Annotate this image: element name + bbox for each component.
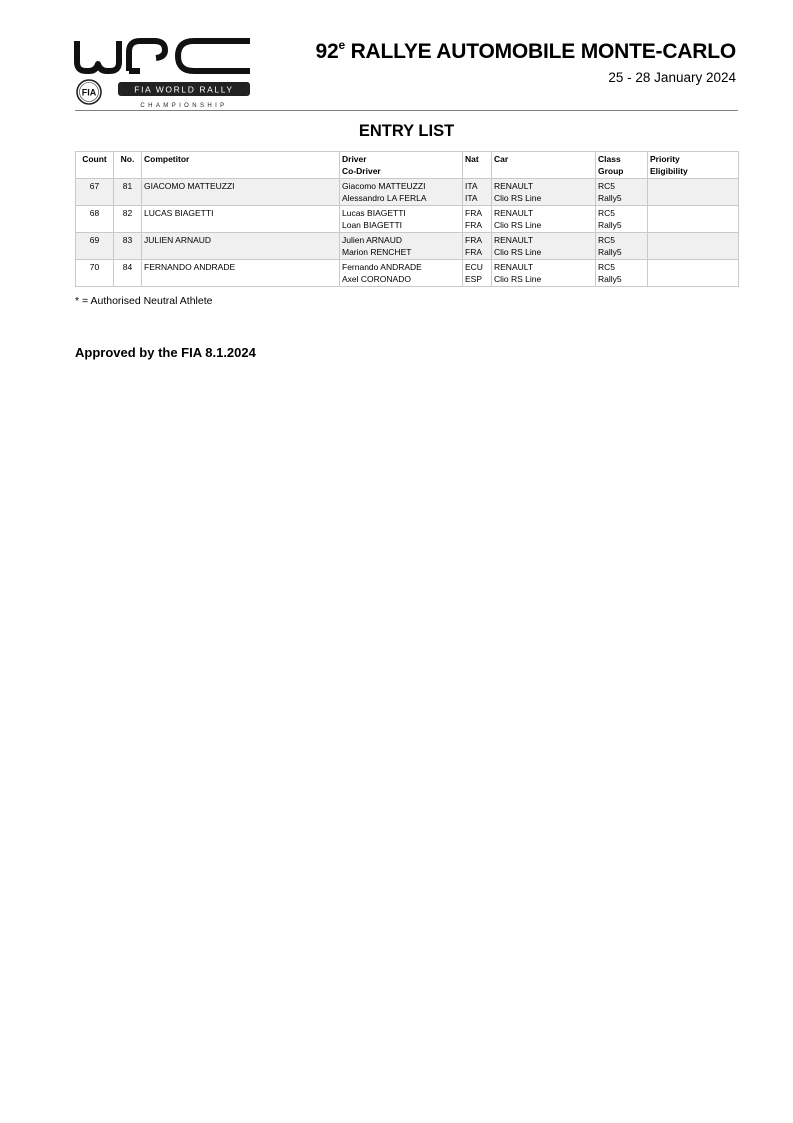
- cell-count: 67: [76, 179, 114, 206]
- header-no: No.: [114, 152, 142, 179]
- cell-car-model: Clio RS Line: [494, 246, 542, 257]
- event-name: RALLYE AUTOMOBILE MONTE-CARLO: [350, 40, 736, 63]
- cell-nat-driver: FRA: [465, 235, 482, 245]
- logo-subtext: CHAMPIONSHIP: [140, 103, 228, 109]
- header-driver: Driver: [342, 154, 367, 164]
- cell-no: 81: [114, 179, 142, 206]
- header-crew: [340, 152, 463, 179]
- cell-car: [492, 260, 596, 287]
- cell-driver: Giacomo MATTEUZZI: [342, 181, 426, 191]
- cell-codriver: Marion RENCHET: [342, 246, 412, 257]
- header-nat: Nat: [463, 152, 492, 179]
- cell-driver: Lucas BIAGETTI: [342, 208, 406, 218]
- cell-group: Rally5: [598, 246, 622, 257]
- fia-mark: FIA: [81, 87, 97, 98]
- approval-note: Approved by the FIA 8.1.2024: [75, 345, 256, 360]
- header-car: Car: [492, 152, 596, 179]
- cell-count: 68: [76, 206, 114, 233]
- cell-driver: Fernando ANDRADE: [342, 262, 422, 272]
- cell-competitor: JULIEN ARNAUD: [142, 233, 340, 260]
- cell-group: Rally5: [598, 192, 622, 203]
- footnote: * = Authorised Neutral Athlete: [75, 295, 213, 307]
- cell-class-group: [596, 206, 648, 233]
- cell-priority: [648, 206, 739, 233]
- cell-crew: [340, 233, 463, 260]
- cell-class-group: [596, 260, 648, 287]
- table-header-row: [76, 152, 739, 179]
- cell-group: Rally5: [598, 273, 622, 284]
- cell-class: RC5: [598, 235, 616, 245]
- cell-priority: [648, 260, 739, 287]
- cell-competitor: GIACOMO MATTEUZZI: [142, 179, 340, 206]
- cell-car-make: RENAULT: [494, 262, 534, 272]
- cell-car-make: RENAULT: [494, 235, 534, 245]
- cell-class-group: [596, 233, 648, 260]
- cell-count: 70: [76, 260, 114, 287]
- header-group: Group: [598, 165, 624, 176]
- cell-car: [492, 206, 596, 233]
- cell-class: RC5: [598, 262, 616, 272]
- wrc-logo: [74, 36, 254, 110]
- cell-car-make: RENAULT: [494, 208, 534, 218]
- cell-nat: [463, 206, 492, 233]
- cell-crew: [340, 260, 463, 287]
- header-priority-label: Priority: [650, 154, 680, 164]
- cell-nat-codriver: FRA: [465, 246, 482, 257]
- header-count: Count: [76, 152, 114, 179]
- event-ordinal: e: [338, 38, 345, 52]
- table-row: [76, 233, 739, 260]
- cell-competitor: LUCAS BIAGETTI: [142, 206, 340, 233]
- cell-crew: [340, 206, 463, 233]
- cell-competitor: FERNANDO ANDRADE: [142, 260, 340, 287]
- event-number: 92: [315, 40, 339, 63]
- logo-badge-text: FIA WORLD RALLY: [134, 84, 234, 95]
- cell-nat-driver: ECU: [465, 262, 483, 272]
- cell-driver: Julien ARNAUD: [342, 235, 402, 245]
- cell-nat-driver: ITA: [465, 181, 478, 191]
- cell-car-model: Clio RS Line: [494, 219, 542, 230]
- cell-class: RC5: [598, 208, 616, 218]
- table-row: [76, 206, 739, 233]
- cell-nat: [463, 233, 492, 260]
- cell-no: 82: [114, 206, 142, 233]
- cell-class: RC5: [598, 181, 616, 191]
- header-eligibility: Eligibility: [650, 165, 688, 176]
- wrc-logo-graphic: [74, 36, 254, 110]
- table-row: [76, 179, 739, 206]
- header-codriver: Co-Driver: [342, 165, 381, 176]
- page-title: ENTRY LIST: [358, 122, 455, 140]
- cell-no: 83: [114, 233, 142, 260]
- cell-car-model: Clio RS Line: [494, 273, 542, 284]
- cell-codriver: Alessandro LA FERLA: [342, 192, 427, 203]
- cell-nat-driver: FRA: [465, 208, 482, 218]
- cell-codriver: Loan BIAGETTI: [342, 219, 402, 230]
- event-title: [315, 40, 736, 64]
- cell-crew: [340, 179, 463, 206]
- header-divider: [75, 110, 738, 111]
- cell-car-model: Clio RS Line: [494, 192, 542, 203]
- cell-codriver: Axel CORONADO: [342, 273, 411, 284]
- cell-class-group: [596, 179, 648, 206]
- cell-car-make: RENAULT: [494, 181, 534, 191]
- cell-nat: [463, 260, 492, 287]
- header-competitor: Competitor: [142, 152, 340, 179]
- cell-nat-codriver: ITA: [465, 192, 478, 203]
- cell-nat: [463, 179, 492, 206]
- event-dates: 25 - 28 January 2024: [608, 70, 736, 85]
- cell-group: Rally5: [598, 219, 622, 230]
- table-row: [76, 260, 739, 287]
- cell-priority: [648, 233, 739, 260]
- cell-no: 84: [114, 260, 142, 287]
- cell-count: 69: [76, 233, 114, 260]
- header-priority: [648, 152, 739, 179]
- entry-list-table: [75, 151, 739, 287]
- cell-car: [492, 179, 596, 206]
- cell-car: [492, 233, 596, 260]
- cell-priority: [648, 179, 739, 206]
- header-class: Class: [598, 154, 621, 164]
- cell-nat-codriver: FRA: [465, 219, 482, 230]
- cell-nat-codriver: ESP: [465, 273, 483, 284]
- header-class-group: [596, 152, 648, 179]
